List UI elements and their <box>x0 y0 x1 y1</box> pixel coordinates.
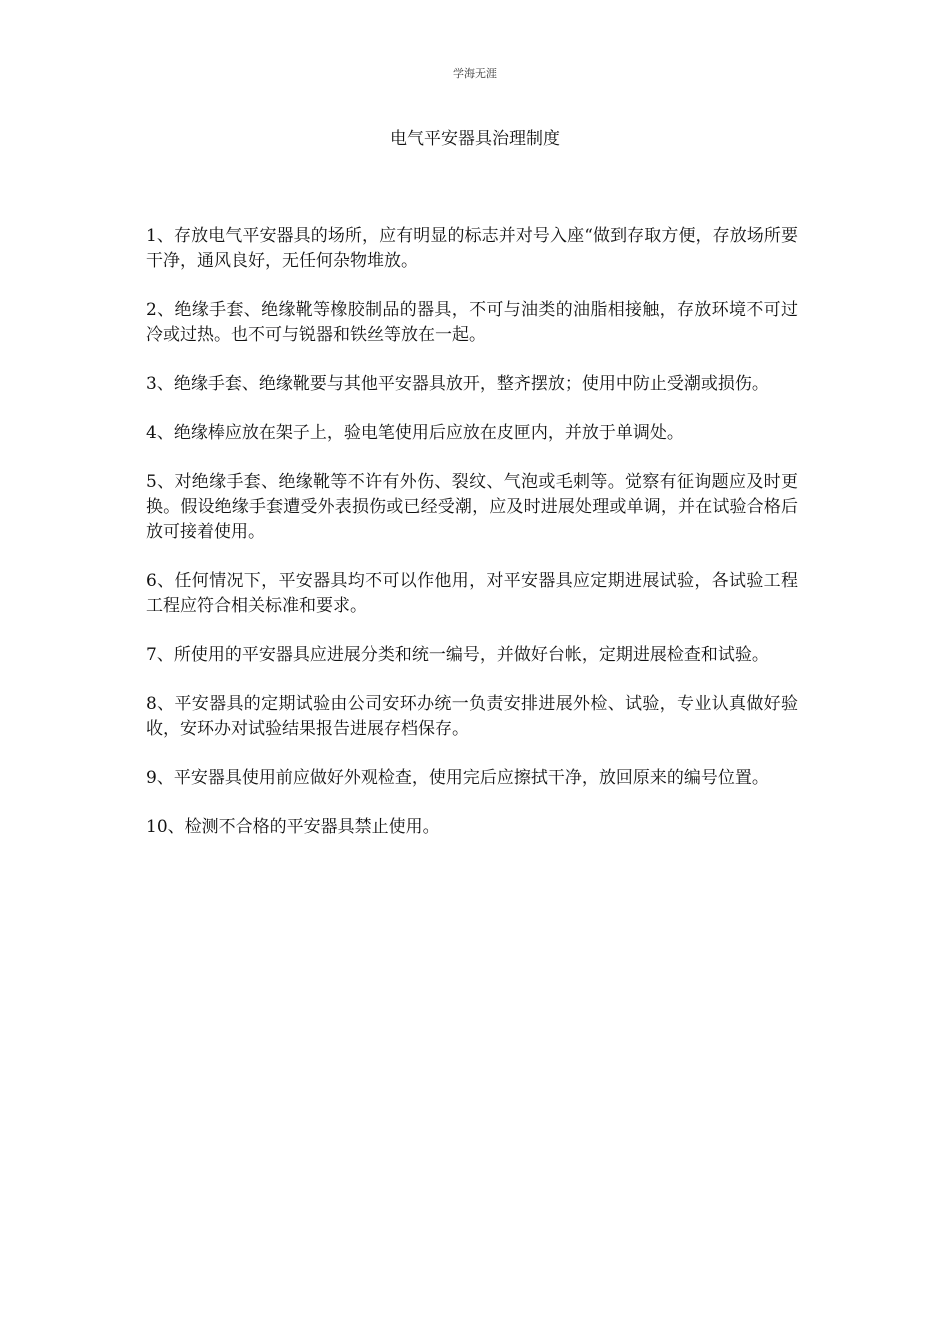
page-header: 学海无涯 <box>453 67 497 80</box>
document-title: 电气平安器具治理制度 <box>390 129 560 149</box>
paragraph-7: 7、所使用的平安器具应进展分类和统一编号，并做好台帐，定期进展检查和试验。 <box>146 645 769 665</box>
paragraph-3: 3、绝缘手套、绝缘靴要与其他平安器具放开，整齐摆放；使用中防止受潮或损伤。 <box>146 374 769 394</box>
paragraph-6: 6、任何情况下，平安器具均不可以作他用，对平安器具应定期进展试验，各试验工程工程应符合相关标准和要求。 <box>146 571 798 616</box>
paragraph-9: 9、平安器具使用前应做好外观检查，使用完后应擦拭干净，放回原来的编号位置。 <box>146 768 769 788</box>
document-body <box>146 224 798 864</box>
paragraph-4: 4、绝缘棒应放在架子上，验电笔使用后应放在皮匣内，并放于单调处。 <box>146 423 684 443</box>
paragraph-2: 2、绝缘手套、绝缘靴等橡胶制品的器具，不可与油类的油脂相接触，存放环境不可过冷或过热。也不可与锐器和铁丝等放在一起。 <box>146 300 798 345</box>
paragraph-10: 10、检测不合格的平安器具禁止使用。 <box>146 817 440 837</box>
paragraph-1: 1、存放电气平安器具的场所，应有明显的标志并对号入座“做到存取方便，存放场所要干净，通风良好，无任何杂物堆放。 <box>146 226 798 271</box>
paragraph-5: 5、对绝缘手套、绝缘靴等不许有外伤、裂纹、气泡或毛刺等。觉察有征询题应及时更换。假设绝缘手套遭受外表损伤或已经受潮，应及时进展处理或单调，并在试验合格后放可接着使用。 <box>146 472 798 542</box>
paragraph-8: 8、平安器具的定期试验由公司安环办统一负责安排进展外检、试验，专业认真做好验收，安环办对试验结果报告进展存档保存。 <box>146 694 798 739</box>
